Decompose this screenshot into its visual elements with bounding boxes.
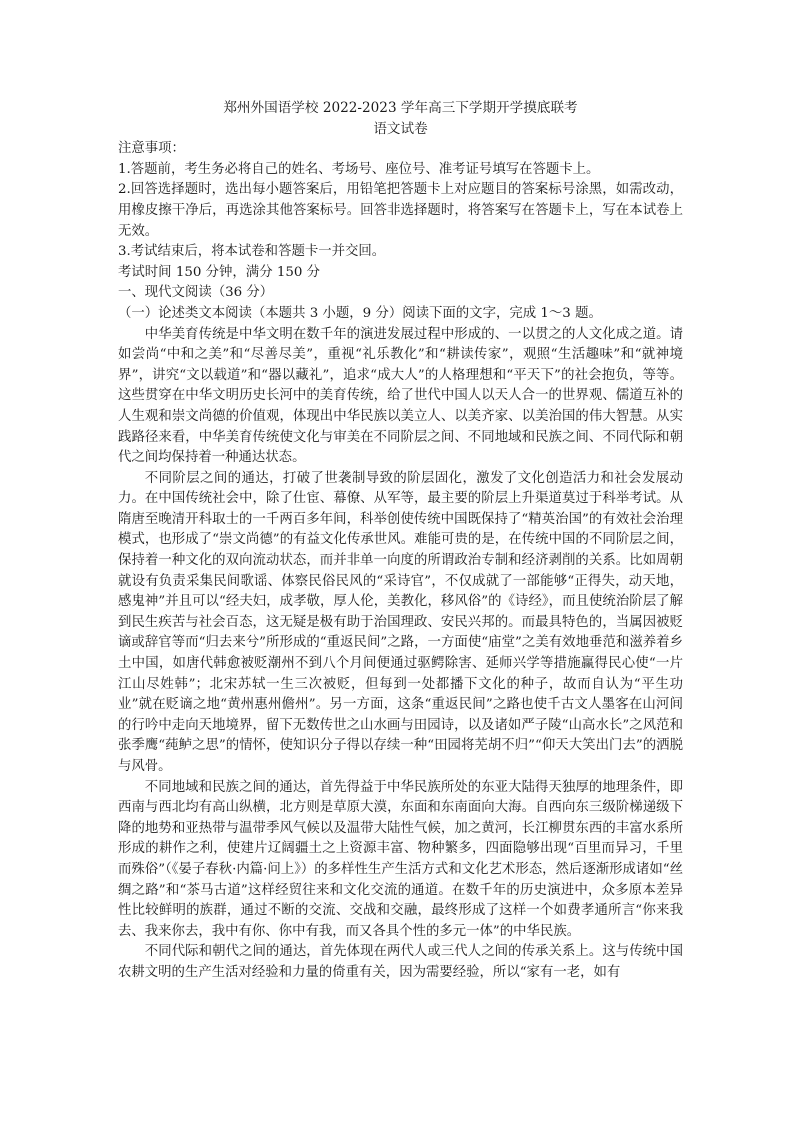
- exam-title: 郑州外国语学校 2022-2023 学年高三下学期开学摸底联考: [223, 100, 578, 116]
- notes-item: 1.答题前，考生务必将自己的姓名、考场号、座位号、准考证号填写在答题卡上。: [118, 161, 600, 177]
- passage-paragraph: 不同地域和民族之间的通达，首先得益于中华民族所处的东亚大陆得天独厚的地理条件，即西南与西北均有高山纵横，北方则是草原大漠，东面和东南面向大海。自西向东三级阶梯递级下降的地势和亚热带与温带季风气候以及温带大陆性气候，加之黄河，长江柳贯东西的丰富水系所形成的耕作之利，使建片辽阔疆土之上资源丰富、物种繁多，四面隐够出现“百里而异习，千里而殊俗”（《晏子春秋·内篇·问上》）的多样性生产生活方式和文化艺术形态，然后逐渐形成诸如“丝绸之路”和“茶马古道”这样经贸往来和文化交流的通道。在数千年的历史演进中，众多原本差异性比较鲜明的族群，通过不断的交流、交战和交融，最终形成了这样一个如费孝通所言“你来我去、我来你去，我中有你、你中有我，而又各具个性的多元一体”的中华民族。: [118, 779, 683, 939]
- notes-item: 3.考试结束后，将本试卷和答题卡一并交回。: [118, 244, 386, 260]
- exam-page: [118, 98, 683, 984]
- notes-item: 2.回答选择题时，选出每小题答案后，用铅笔把答题卡上对应题目的答案标号涂黑，如需改动，用橡皮擦干净后，再选涂其他答案标号。回答非选择题时，将答案写在答题卡上，写在本试卷上无效。: [118, 182, 683, 239]
- notes-heading: 注意事项：: [118, 141, 185, 157]
- passage-paragraph: 中华美育传统是中华文明在数千年的演进发展过程中形成的、一以贯之的人文化成之道。请如尝尚“中和之美”和“尽善尽美”，重视“礼乐教化”和“耕读传家”，观照“生活趣味”和“就神境界”，讲究“文以载道”和“器以藏礼”，追求“成大人”的人格理想和“平天下”的社会抱负，等等。这些贯穿在中华文明历史长河中的美育传统，给了世代中国人以天人合一的世界观、儒道互补的人生观和崇文尚德的价值观，体现出中华民族以美立人、以美齐家、以美治国的伟大智慧。从实践路径来看，中华美育传统使文化与审美在不同阶层之间、不同地域和民族之间、不同代际和朝代之间均保持着一种通达状态。: [118, 326, 683, 466]
- passage-paragraph: 不同代际和朝代之间的通达，首先体现在两代人或三代人之间的传承关系上。这与传统中国农耕文明的生产生活对经验和力量的倚重有关，因为需要经验，所以“家有一老，如有: [118, 944, 683, 980]
- section-heading: 一、现代文阅读（36 分）: [118, 285, 274, 301]
- exam-time: 考试时间 150 分钟，满分 150 分: [118, 264, 321, 280]
- section-subheading: （一）论述类文本阅读（本题共 3 小题，9 分）阅读下面的文字，完成 1～3 题。: [118, 305, 602, 321]
- exam-subtitle: 语文试卷: [373, 120, 428, 137]
- passage-paragraph: 不同阶层之间的通达，打破了世袭制导致的阶层固化，激发了文化创造活力和社会发展动力。在中国传统社会中，除了仕宦、幕僚、从军等，最主要的阶层上升渠道莫过于科举考试。从隋唐至晚清开科取士的一千两百多年间，科举创使传统中国既保持了“精英治国”的有效社会治理模式，也形成了“崇文尚德”的有益文化传承世风。难能可贵的是，在传统中国的不同阶层之间，保持着一种文化的双向流动状态，而并非单一向度的所谓政治专制和经济剥削的关系。比如周朝就设有负责采集民间歌谣、体察民俗民风的“采诗官”，不仅成就了一部能够“正得失，动天地，感鬼神”并且可以“经夫妇，成孝敬，厚人伦，美教化，移风俗”的《诗经》，而且使统治阶层了解到民生疾苦与社会百态，这无疑是极有助于治国理政、安民兴邦的。而最具特色的，当属因被贬谪或辞官等而“归去来兮”所形成的“重返民间”之路，一方面使“庙堂”之美有效地垂范和滋养着乡土中国，如唐代韩愈被贬潮州不到八个月间便通过驱鳄除害、延师兴学等措施赢得民心使“一片江山尽姓韩”；北宋苏轼一生三次被贬，但每到一处都播下文化的种子，故而自认为“平生功业”就在贬谪之地“黄州惠州儋州”。另一方面，这条“重返民间”之路也使千古文人墨客在山河间的行吟中走向天地境界，留下无数传世之山水画与田园诗，以及诸如严子陵“山高水长”之风范和张季鹰“莼鲈之思”的情怀，使知识分子得以存续一种“田园将芜胡不归”“仰天大笑出门去”的洒脱与风骨。: [118, 470, 683, 774]
